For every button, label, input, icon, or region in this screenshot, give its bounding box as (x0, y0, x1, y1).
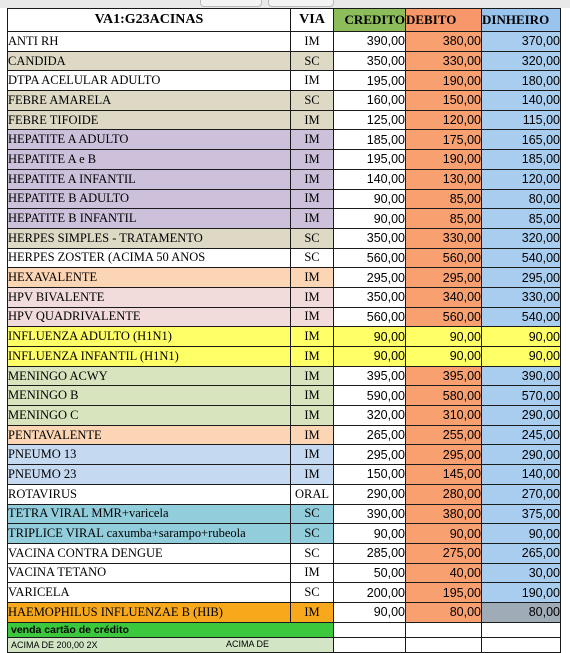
dinheiro-price-cell: 165,00 (482, 130, 561, 150)
vaccine-name-cell: HPV QUADRIVALENTE (8, 307, 291, 327)
debito-price-cell: 295,00 (406, 445, 482, 465)
debito-price-cell: 120,00 (406, 110, 482, 130)
via-cell: SC (291, 248, 334, 268)
table-row (8, 347, 561, 367)
debito-price-cell: 330,00 (406, 228, 482, 248)
credito-price-cell: 350,00 (334, 287, 406, 307)
debito-price-cell: 190,00 (406, 71, 482, 91)
credito-price-cell: 200,00 (334, 583, 406, 603)
debito-price-cell: 310,00 (406, 406, 482, 426)
via-cell: IM (291, 130, 334, 150)
header-debito: DEBITO (406, 9, 482, 32)
debito-price-cell: 195,00 (406, 583, 482, 603)
debito-price-cell: 175,00 (406, 130, 482, 150)
vaccine-name-cell: TETRA VIRAL MMR+varicela (8, 504, 291, 524)
dinheiro-price-cell: 320,00 (482, 228, 561, 248)
vaccine-name-cell: PNEUMO 13 (8, 445, 291, 465)
via-cell: SC (291, 91, 334, 111)
debito-price-cell: 330,00 (406, 51, 482, 71)
footer-installment-text-2: ACIMA DE (226, 638, 270, 649)
credito-price-cell: 195,00 (334, 71, 406, 91)
vaccine-name-cell: DTPA ACELULAR ADULTO (8, 71, 291, 91)
table-row (8, 169, 561, 189)
credito-price-cell: 125,00 (334, 110, 406, 130)
dinheiro-price-cell: 330,00 (482, 287, 561, 307)
debito-price-cell: 295,00 (406, 268, 482, 288)
footer-empty-cell (334, 622, 406, 637)
credito-price-cell: 50,00 (334, 563, 406, 583)
via-cell: IM (291, 347, 334, 367)
credito-price-cell: 350,00 (334, 228, 406, 248)
table-row (8, 602, 561, 622)
credito-price-cell: 90,00 (334, 524, 406, 544)
header-credito: CREDITO (334, 9, 406, 32)
dinheiro-price-cell: 570,00 (482, 386, 561, 406)
via-cell: IM (291, 287, 334, 307)
top-tab[interactable] (268, 0, 334, 7)
vaccine-name-cell: MENINGO C (8, 406, 291, 426)
dinheiro-price-cell: 295,00 (482, 268, 561, 288)
top-tab[interactable] (200, 0, 262, 7)
dinheiro-price-cell: 320,00 (482, 51, 561, 71)
footer-row-2 (8, 637, 561, 652)
dinheiro-price-cell: 540,00 (482, 307, 561, 327)
table-row (8, 110, 561, 130)
vaccine-name-cell: INFLUENZA INFANTIL (H1N1) (8, 347, 291, 367)
dinheiro-price-cell: 375,00 (482, 504, 561, 524)
debito-price-cell: 150,00 (406, 91, 482, 111)
via-cell: SC (291, 583, 334, 603)
vaccine-name-cell: HEPATITE A e B (8, 150, 291, 170)
credito-price-cell: 160,00 (334, 91, 406, 111)
via-cell: ORAL (291, 484, 334, 504)
dinheiro-price-cell: 270,00 (482, 484, 561, 504)
vaccine-name-cell: ANTI RH (8, 32, 291, 52)
debito-price-cell: 340,00 (406, 287, 482, 307)
credito-price-cell: 90,00 (334, 602, 406, 622)
table-row (8, 583, 561, 603)
dinheiro-price-cell: 290,00 (482, 406, 561, 426)
dinheiro-price-cell: 80,00 (482, 602, 561, 622)
debito-price-cell: 380,00 (406, 504, 482, 524)
credito-price-cell: 295,00 (334, 445, 406, 465)
footer-installment-text: ACIMA DE 200,00 2X (11, 639, 98, 650)
table-row (8, 445, 561, 465)
credito-price-cell: 320,00 (334, 406, 406, 426)
debito-price-cell: 85,00 (406, 209, 482, 229)
table-row (8, 287, 561, 307)
table-row (8, 406, 561, 426)
dinheiro-price-cell: 140,00 (482, 91, 561, 111)
table-body (8, 32, 561, 623)
vaccine-name-cell: HEXAVALENTE (8, 268, 291, 288)
via-cell: IM (291, 366, 334, 386)
vaccine-name-cell: ROTAVIRUS (8, 484, 291, 504)
credito-price-cell: 560,00 (334, 307, 406, 327)
vaccine-name-cell: HPV BIVALENTE (8, 287, 291, 307)
vaccine-price-table (7, 8, 561, 653)
via-cell: IM (291, 465, 334, 485)
via-cell: IM (291, 32, 334, 52)
dinheiro-price-cell: 120,00 (482, 169, 561, 189)
table-row (8, 91, 561, 111)
debito-price-cell: 85,00 (406, 189, 482, 209)
credito-price-cell: 560,00 (334, 248, 406, 268)
table-row (8, 71, 561, 91)
via-cell: IM (291, 110, 334, 130)
footer-empty-cell (406, 622, 482, 637)
credito-price-cell: 90,00 (334, 209, 406, 229)
credito-price-cell: 90,00 (334, 189, 406, 209)
via-cell: SC (291, 228, 334, 248)
vaccine-name-cell: MENINGO B (8, 386, 291, 406)
dinheiro-price-cell: 90,00 (482, 524, 561, 544)
credito-price-cell: 265,00 (334, 425, 406, 445)
via-cell: IM (291, 602, 334, 622)
via-cell: IM (291, 209, 334, 229)
vaccine-name-cell: HEPATITE A INFANTIL (8, 169, 291, 189)
credito-price-cell: 350,00 (334, 51, 406, 71)
table-row (8, 504, 561, 524)
debito-price-cell: 560,00 (406, 307, 482, 327)
table-row (8, 425, 561, 445)
credito-price-cell: 285,00 (334, 543, 406, 563)
vaccine-name-cell: HEPATITE B ADULTO (8, 189, 291, 209)
header-dinheiro: DINHEIRO (482, 9, 561, 32)
table-row (8, 386, 561, 406)
header-row (8, 9, 561, 32)
credito-price-cell: 390,00 (334, 504, 406, 524)
debito-price-cell: 90,00 (406, 524, 482, 544)
credito-price-cell: 290,00 (334, 484, 406, 504)
vaccine-name-cell: HERPES ZOSTER (ACIMA 50 ANOS (8, 248, 291, 268)
dinheiro-price-cell: 290,00 (482, 445, 561, 465)
via-cell: IM (291, 268, 334, 288)
table-row (8, 130, 561, 150)
vaccine-name-cell: TRIPLICE VIRAL caxumba+sarampo+rubeola (8, 524, 291, 544)
table-row (8, 524, 561, 544)
vaccine-name-cell: VARICELA (8, 583, 291, 603)
table-row (8, 563, 561, 583)
dinheiro-price-cell: 265,00 (482, 543, 561, 563)
debito-price-cell: 190,00 (406, 150, 482, 170)
vaccine-name-cell: CANDIDA (8, 51, 291, 71)
table-row (8, 543, 561, 563)
via-cell: IM (291, 406, 334, 426)
debito-price-cell: 255,00 (406, 425, 482, 445)
footer-empty-cell (334, 637, 406, 652)
credito-price-cell: 185,00 (334, 130, 406, 150)
dinheiro-price-cell: 245,00 (482, 425, 561, 445)
table-row (8, 366, 561, 386)
footer-installment-note (8, 637, 334, 652)
credito-price-cell: 90,00 (334, 327, 406, 347)
vaccine-name-cell: HAEMOPHILUS INFLUENZAE B (HIB) (8, 602, 291, 622)
debito-price-cell: 380,00 (406, 32, 482, 52)
debito-price-cell: 275,00 (406, 543, 482, 563)
vaccine-name-cell: HEPATITE B INFANTIL (8, 209, 291, 229)
credito-price-cell: 590,00 (334, 386, 406, 406)
vaccine-name-cell: MENINGO ACWY (8, 366, 291, 386)
dinheiro-price-cell: 85,00 (482, 209, 561, 229)
footer-empty-cell (406, 637, 482, 652)
vaccine-name-cell: VACINA TETANO (8, 563, 291, 583)
dinheiro-price-cell: 390,00 (482, 366, 561, 386)
via-cell: SC (291, 543, 334, 563)
credito-price-cell: 395,00 (334, 366, 406, 386)
debito-price-cell: 40,00 (406, 563, 482, 583)
table-row (8, 228, 561, 248)
dinheiro-price-cell: 30,00 (482, 563, 561, 583)
vaccine-name-cell: FEBRE AMARELA (8, 91, 291, 111)
vaccine-name-cell: VACINA CONTRA DENGUE (8, 543, 291, 563)
via-cell: SC (291, 524, 334, 544)
debito-price-cell: 395,00 (406, 366, 482, 386)
footer-row-1 (8, 622, 561, 637)
vaccine-name-cell: PNEUMO 23 (8, 465, 291, 485)
credito-price-cell: 140,00 (334, 169, 406, 189)
debito-price-cell: 145,00 (406, 465, 482, 485)
dinheiro-price-cell: 185,00 (482, 150, 561, 170)
debito-price-cell: 80,00 (406, 602, 482, 622)
dinheiro-price-cell: 115,00 (482, 110, 561, 130)
table-row (8, 484, 561, 504)
vaccine-name-cell: PENTAVALENTE (8, 425, 291, 445)
table-row (8, 268, 561, 288)
credito-price-cell: 295,00 (334, 268, 406, 288)
dinheiro-price-cell: 190,00 (482, 583, 561, 603)
debito-price-cell: 90,00 (406, 327, 482, 347)
window-top-strip (0, 0, 570, 8)
via-cell: IM (291, 189, 334, 209)
via-cell: IM (291, 445, 334, 465)
via-cell: IM (291, 563, 334, 583)
header-via: VIA (291, 9, 334, 32)
table-row (8, 209, 561, 229)
credito-price-cell: 90,00 (334, 347, 406, 367)
vaccine-name-cell: FEBRE TIFOIDE (8, 110, 291, 130)
vaccine-name-cell: HEPATITE A ADULTO (8, 130, 291, 150)
via-cell: IM (291, 307, 334, 327)
via-cell: SC (291, 51, 334, 71)
dinheiro-price-cell: 540,00 (482, 248, 561, 268)
via-cell: IM (291, 386, 334, 406)
table-row (8, 32, 561, 52)
vaccine-name-cell: HERPES SIMPLES - TRATAMENTO (8, 228, 291, 248)
debito-price-cell: 580,00 (406, 386, 482, 406)
via-cell: SC (291, 504, 334, 524)
via-cell: IM (291, 169, 334, 189)
debito-price-cell: 280,00 (406, 484, 482, 504)
debito-price-cell: 560,00 (406, 248, 482, 268)
footer-empty-cell (482, 622, 561, 637)
vaccine-name-cell: INFLUENZA ADULTO (H1N1) (8, 327, 291, 347)
credito-price-cell: 390,00 (334, 32, 406, 52)
debito-price-cell: 130,00 (406, 169, 482, 189)
dinheiro-price-cell: 90,00 (482, 347, 561, 367)
table-row (8, 248, 561, 268)
via-cell: IM (291, 327, 334, 347)
footer-empty-cell (482, 637, 561, 652)
via-cell: IM (291, 71, 334, 91)
dinheiro-price-cell: 140,00 (482, 465, 561, 485)
table-row (8, 307, 561, 327)
dinheiro-price-cell: 370,00 (482, 32, 561, 52)
table-row (8, 51, 561, 71)
dinheiro-price-cell: 80,00 (482, 189, 561, 209)
table-row (8, 327, 561, 347)
via-cell: IM (291, 425, 334, 445)
dinheiro-price-cell: 180,00 (482, 71, 561, 91)
credito-price-cell: 150,00 (334, 465, 406, 485)
table-row (8, 465, 561, 485)
table-row (8, 189, 561, 209)
dinheiro-price-cell: 90,00 (482, 327, 561, 347)
debito-price-cell: 90,00 (406, 347, 482, 367)
header-name: VA1:G23ACINAS (8, 9, 291, 32)
credito-price-cell: 195,00 (334, 150, 406, 170)
via-cell: IM (291, 150, 334, 170)
table-row (8, 150, 561, 170)
footer-payment-note: venda cartão de crédito (8, 622, 334, 637)
